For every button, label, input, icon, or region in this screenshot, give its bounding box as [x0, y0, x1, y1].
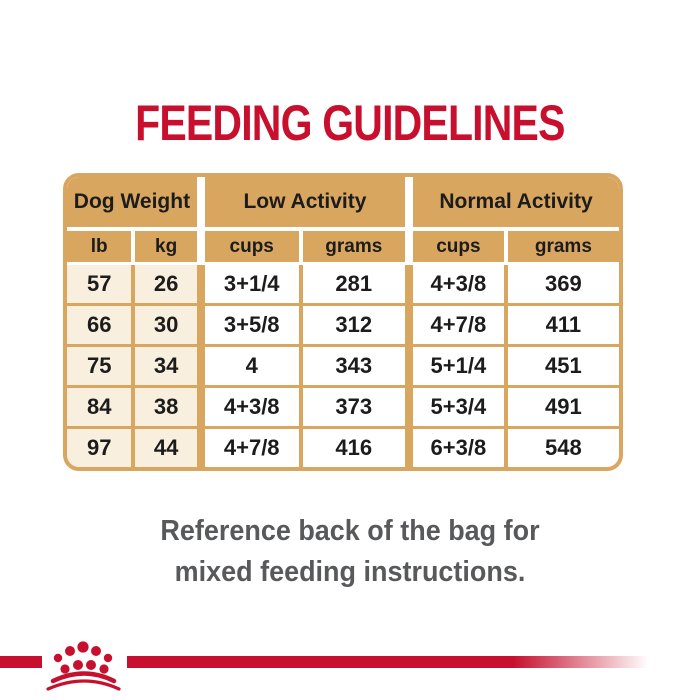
footer-note — [25, 511, 676, 593]
page-title — [0, 94, 700, 152]
footer-note-line2: mixed feeding instructions. — [174, 556, 526, 588]
column-header-lb: lb — [67, 231, 131, 262]
table-cell: 75 — [67, 347, 131, 385]
table-cell: 6+3/8 — [413, 429, 504, 467]
group-header-normal-activity: Normal Activity — [413, 177, 619, 227]
table-cell: 44 — [135, 429, 196, 467]
table-cell: 57 — [67, 265, 131, 303]
table-cell: 4+3/8 — [205, 388, 299, 426]
table-cell: 451 — [508, 347, 619, 385]
table-cell: 369 — [508, 265, 619, 303]
table-cell: 411 — [508, 306, 619, 344]
column-header-low-grams: grams — [303, 231, 405, 262]
column-header-normal-cups: cups — [413, 231, 504, 262]
table-cell: 281 — [303, 265, 405, 303]
table-cell: 4+7/8 — [205, 429, 299, 467]
table-cell: 66 — [67, 306, 131, 344]
table-cell: 5+3/4 — [413, 388, 504, 426]
table-cell: 373 — [303, 388, 405, 426]
group-header-dog-weight: Dog Weight — [67, 177, 197, 227]
table-cell: 491 — [508, 388, 619, 426]
table-cell: 5+1/4 — [413, 347, 504, 385]
table-cell: 4+7/8 — [413, 306, 504, 344]
brand-stripe-right — [127, 656, 649, 668]
table-cell: 84 — [67, 388, 131, 426]
footer-note-line1: Reference back of the bag for — [160, 515, 540, 547]
table-cell: 3+5/8 — [205, 306, 299, 344]
table-cell: 312 — [303, 306, 405, 344]
table-cell: 416 — [303, 429, 405, 467]
column-header-normal-grams: grams — [508, 231, 619, 262]
table-cell: 343 — [303, 347, 405, 385]
feeding-guidelines-table — [63, 173, 623, 471]
column-header-kg: kg — [135, 231, 196, 262]
table-cell: 26 — [135, 265, 196, 303]
page-title-text: FEEDING GUIDELINES — [135, 95, 565, 151]
table-cell: 30 — [135, 306, 196, 344]
table-cell: 548 — [508, 429, 619, 467]
table-cell: 97 — [67, 429, 131, 467]
table-cell: 4+3/8 — [413, 265, 504, 303]
brand-stripe-left — [0, 656, 42, 668]
column-header-low-cups: cups — [205, 231, 299, 262]
table-cell: 38 — [135, 388, 196, 426]
crown-paw-logo-icon — [42, 640, 127, 692]
table-cell: 3+1/4 — [205, 265, 299, 303]
group-header-low-activity: Low Activity — [205, 177, 405, 227]
table-cell: 34 — [135, 347, 196, 385]
table-cell: 4 — [205, 347, 299, 385]
